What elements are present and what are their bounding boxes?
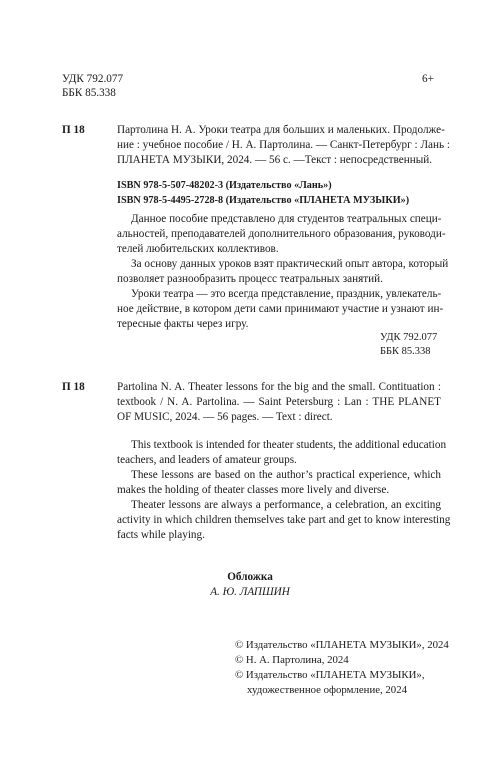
ru-bbk: ББК 85.338 (380, 346, 431, 357)
ru-abstract-p3-line-3: тересные факты через игру. (117, 318, 249, 330)
en-abstract-p2-line-2: makes the holding of theater classes more lively and diverse. (117, 484, 390, 496)
ru-abstract-p1-line-1: Данное пособие представлено для студентов театральных специ- (131, 213, 442, 225)
en-bibliographic-entry (117, 380, 441, 425)
copyright-line-2: © Н. А. Партолина, 2024 (235, 654, 349, 666)
en-entry-line-1: Partolina N. A. Theater lessons for the big and the small. Contituation : (117, 381, 441, 393)
en-abstract-p1-line-2: teachers, and leaders of amateur groups. (117, 454, 297, 466)
ru-abstract-p3-line-1: Уроки театра — это всегда представление, праздник, увлекатель- (131, 288, 442, 300)
ru-abstract-p3-line-2: ное действие, в котором дети сами принимают участие и узнают ин- (117, 303, 444, 315)
ru-abstract-p1-line-3: телей любительских коллективов. (117, 243, 279, 255)
isbn-block (117, 178, 409, 208)
ru-abstract-p2-line-2: позволяет разнообразить процесс театральных занятий. (117, 273, 383, 285)
ru-author-code: П 18 (62, 124, 85, 136)
isbn-planet: ISBN 978-5-4495-2728-8 (Издательство «ПЛАНЕТА МУЗЫКИ») (117, 195, 410, 206)
copyright-line-1: © Издательство «ПЛАНЕТА МУЗЫКИ», 2024 (235, 639, 449, 651)
header-udk: УДК 792.077 (62, 73, 124, 85)
header-bbk: ББК 85.338 (62, 87, 116, 99)
en-entry-line-2: textbook / N. A. Partolina. — Saint Petersburg : Lan : THE PLANET (117, 396, 441, 408)
age-rating: 6+ (422, 73, 434, 85)
copyright-line-3: © Издательство «ПЛАНЕТА МУЗЫКИ», (235, 669, 425, 681)
en-abstract-p2-line-1: These lessons are based on the author’s practical experience, which (131, 469, 441, 481)
isbn-lan: ISBN 978-5-507-48202-3 (Издательство «Лань») (117, 180, 332, 191)
ru-udk: УДК 792.077 (380, 332, 438, 343)
cover-heading: Обложка (227, 571, 273, 583)
ru-entry-line-3: ПЛАНЕТА МУЗЫКИ, 2024. — 56 с. —Текст : непосредственный. (117, 154, 432, 166)
en-abstract (117, 438, 451, 543)
ru-entry-line-1: Партолина Н. А. Уроки театра для больших и маленьких. Продолже- (117, 124, 445, 136)
en-abstract-p3-line-2: activity in which children themselves take part and get to know interesting (117, 514, 451, 526)
copyright-block (235, 638, 449, 698)
en-abstract-p1-line-1: This textbook is intended for theater students, the additional education (131, 439, 447, 451)
en-abstract-p3-line-3: facts while playing. (117, 529, 205, 541)
ru-bibliographic-entry (117, 123, 450, 168)
ru-abstract (117, 212, 449, 332)
en-author-code: П 18 (62, 381, 85, 393)
en-abstract-p3-line-1: Theater lessons are always a performance, a celebration, an exciting (131, 499, 441, 511)
cover-artist: А. Ю. ЛАПШИН (210, 586, 290, 598)
copyright-line-4: художественное оформление, 2024 (247, 684, 408, 696)
en-entry-line-3: OF MUSIC, 2024. — 56 pages. — Text : direct. (117, 411, 333, 423)
ru-abstract-p1-line-2: альностей, преподавателей дополнительного образования, руководи- (117, 228, 446, 240)
ru-entry-line-2: ние : учебное пособие / Н. А. Партолина. — Санкт-Петербург : Лань : (117, 139, 450, 151)
ru-abstract-p2-line-1: За основу данных уроков взят практический опыт автора, который (131, 258, 449, 270)
